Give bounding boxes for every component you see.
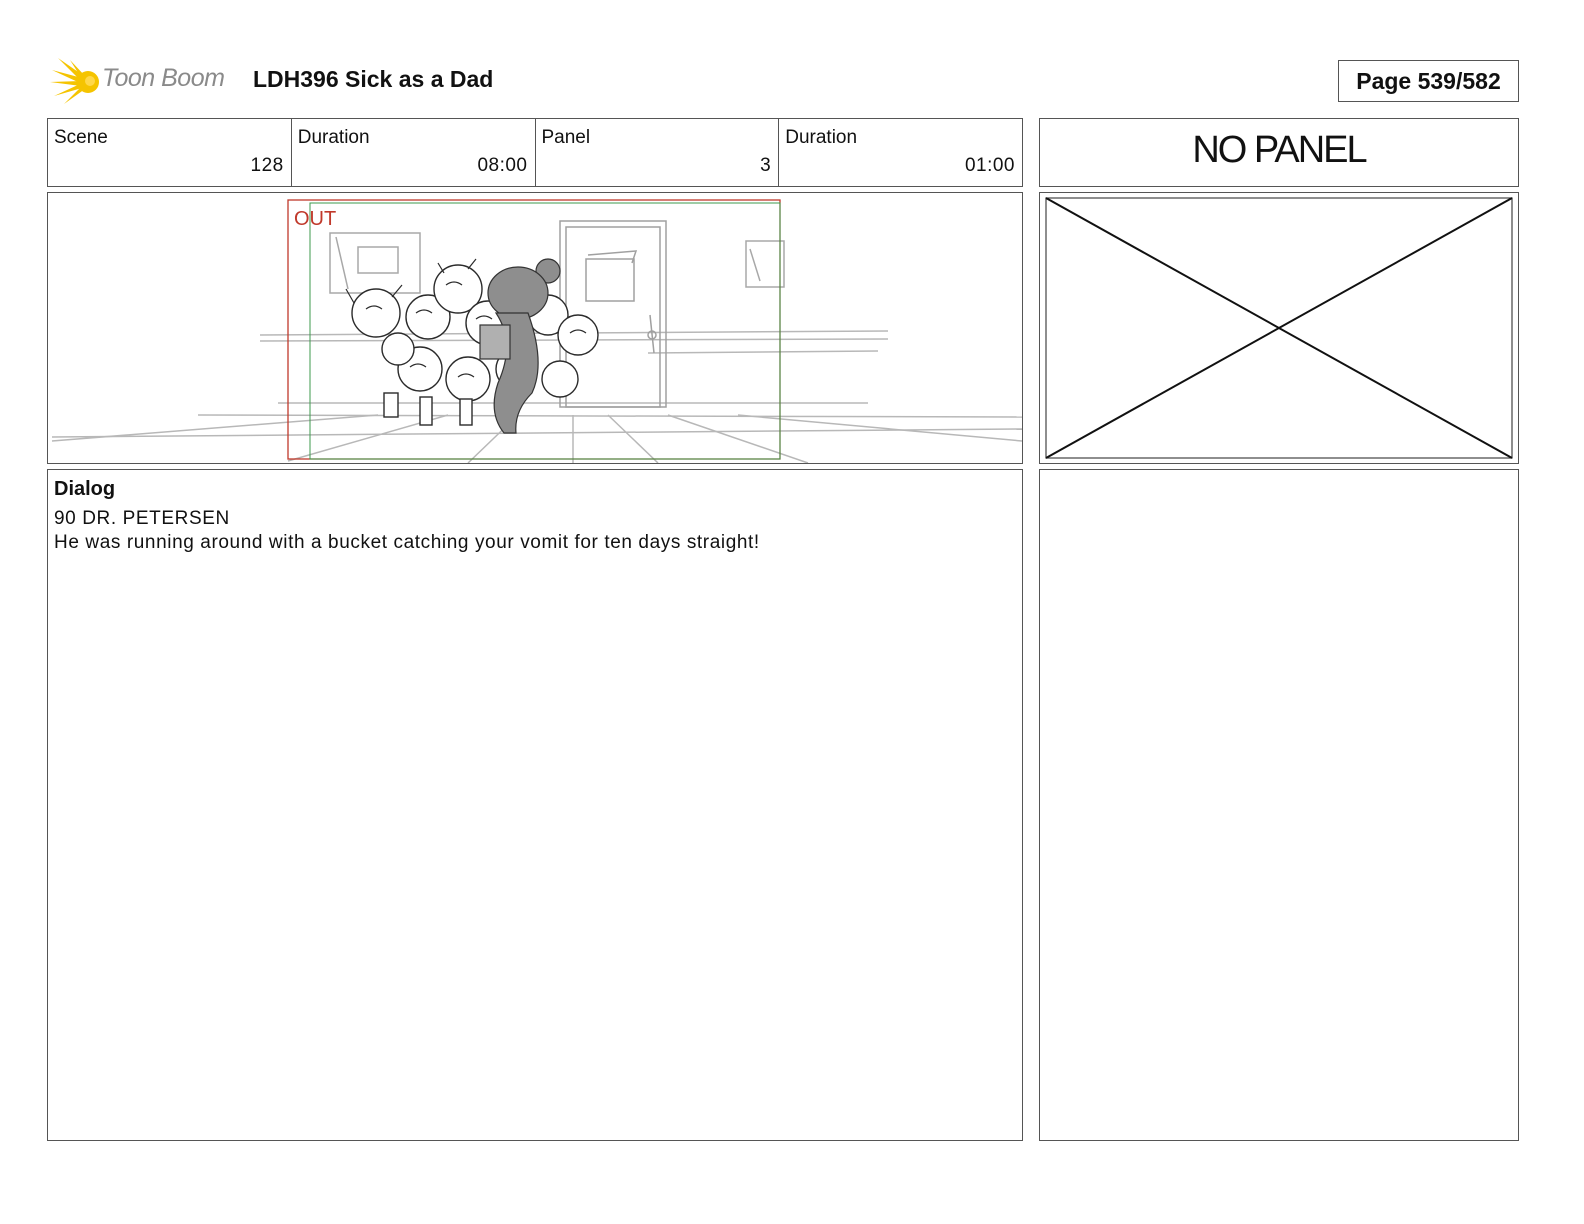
safe-area-label: OUT bbox=[294, 208, 337, 230]
scene-info-row bbox=[47, 118, 1023, 187]
scene-value: 128 bbox=[250, 155, 284, 176]
nurse-character bbox=[480, 259, 560, 433]
starburst-icon bbox=[50, 56, 106, 106]
panel-duration-value: 01:00 bbox=[964, 155, 1015, 176]
empty-panel-cross-icon bbox=[1040, 193, 1518, 463]
document-title: LDH396 Sick as a Dad bbox=[253, 66, 494, 92]
scene-duration-label: Duration bbox=[297, 127, 370, 148]
next-panel-placeholder bbox=[1039, 192, 1519, 464]
panel-duration-cell bbox=[779, 119, 1022, 186]
scene-cell bbox=[48, 119, 292, 186]
scene-label: Scene bbox=[54, 127, 108, 148]
dialog-box bbox=[47, 469, 1023, 1141]
toon-boom-logo bbox=[50, 56, 240, 106]
dialog-heading: Dialog bbox=[54, 478, 116, 500]
dialog-line: He was running around with a bucket catching your vomit for ten days straight! bbox=[54, 532, 760, 553]
panel-cell bbox=[536, 119, 780, 186]
panel-value: 3 bbox=[760, 155, 772, 176]
logo-wordmark: Toon Boom bbox=[102, 64, 225, 92]
storyboard-panel bbox=[47, 192, 1023, 464]
notes-box bbox=[1039, 469, 1519, 1141]
next-panel-label: NO PANEL bbox=[1039, 118, 1519, 187]
panel-sketch bbox=[48, 193, 1022, 463]
dialog-speaker: 90 DR. PETERSEN bbox=[54, 508, 230, 529]
panel-duration-label: Duration bbox=[785, 127, 858, 148]
page-number: Page 539/582 bbox=[1338, 60, 1519, 102]
scene-duration-cell bbox=[292, 119, 536, 186]
scene-duration-value: 08:00 bbox=[477, 155, 528, 176]
panel-label: Panel bbox=[541, 127, 591, 148]
